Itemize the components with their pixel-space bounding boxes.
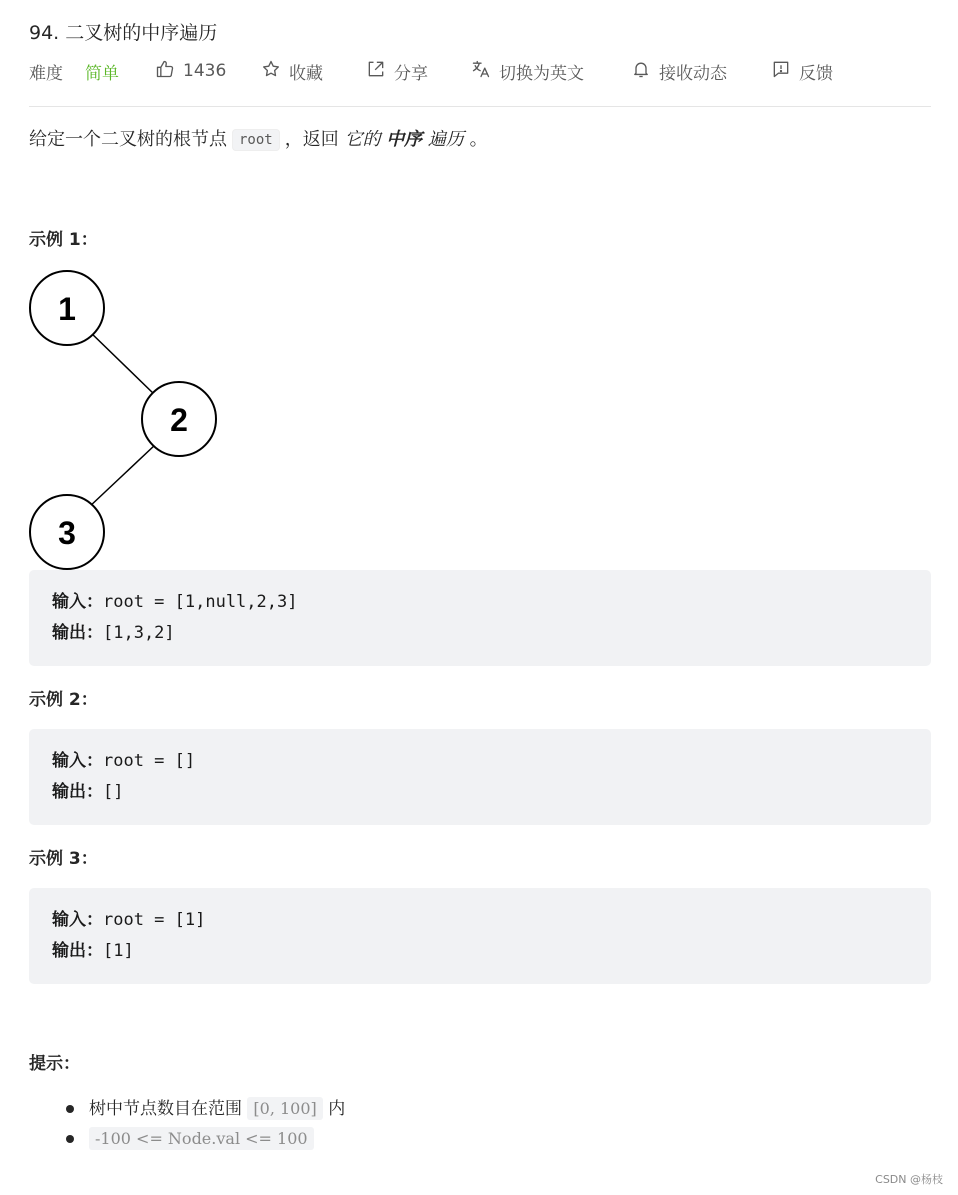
thumbs-up-icon: [155, 59, 175, 84]
star-icon: [261, 59, 281, 84]
favorite-label: 收藏: [289, 63, 323, 84]
share-icon: [366, 59, 386, 84]
example-output: [1]: [103, 941, 134, 961]
problem-toolbar: [29, 58, 933, 84]
example-1-codeblock: [29, 570, 931, 666]
like-button[interactable]: [155, 58, 226, 84]
share-button[interactable]: [366, 58, 428, 84]
likes-count: 1436: [183, 61, 227, 81]
tree-edge: [88, 330, 156, 396]
input-label: 输入：: [52, 751, 103, 771]
example-input: root = [1]: [103, 910, 206, 930]
description-italic: 它的: [344, 129, 381, 150]
example-1-heading: 示例 1：: [29, 230, 98, 250]
tree-node: [30, 495, 104, 569]
tree-node: [30, 271, 104, 345]
header-divider: [29, 106, 931, 107]
hints-list: [62, 1096, 345, 1156]
list-item: [62, 1126, 345, 1156]
output-label: 输出：: [52, 941, 103, 961]
tree-node-label: 3: [58, 515, 76, 551]
difficulty-label: 难度: [29, 63, 63, 84]
example-3-heading: 示例 3：: [29, 849, 98, 869]
tree-node-label: 2: [170, 402, 188, 438]
feedback-button[interactable]: [771, 58, 833, 84]
description-text: 给定一个二叉树的根节点: [29, 129, 227, 150]
example-2-codeblock: [29, 729, 931, 825]
example-input: root = []: [103, 751, 196, 771]
hint-code: [0, 100]: [247, 1097, 322, 1120]
example-output: []: [103, 782, 124, 802]
description-bold: 中序: [386, 129, 423, 150]
problem-description: [29, 127, 488, 154]
watermark: CSDN @杨枝: [875, 1173, 943, 1186]
input-label: 输入：: [52, 910, 103, 930]
bullet: [66, 1105, 74, 1113]
list-item: [62, 1096, 345, 1126]
description-italic: 遍历: [427, 129, 464, 150]
hint-text: 树中节点数目在范围: [89, 1099, 242, 1119]
output-label: 输出：: [52, 623, 103, 643]
hint-text: 内: [328, 1099, 346, 1119]
translate-icon: [471, 59, 491, 84]
feedback-label: 反馈: [799, 63, 833, 84]
translate-label: 切换为英文: [499, 63, 584, 84]
tree-node-label: 1: [58, 291, 76, 327]
example-1-tree-diagram: [26, 268, 226, 574]
example-output: [1,3,2]: [103, 623, 175, 643]
example-3-codeblock: [29, 888, 931, 984]
hints-heading: 提示：: [29, 1054, 80, 1074]
description-text: ，返回: [284, 129, 339, 150]
difficulty: [29, 58, 119, 84]
inline-code-root: root: [232, 129, 280, 151]
bullet: [66, 1135, 74, 1143]
subscribe-button[interactable]: [631, 58, 727, 84]
hint-code: -100 <= Node.val <= 100: [89, 1127, 314, 1150]
tree-node: [142, 382, 216, 456]
difficulty-value: 简单: [85, 63, 119, 84]
description-text: 。: [469, 129, 488, 150]
example-input: root = [1,null,2,3]: [103, 592, 298, 612]
input-label: 输入：: [52, 592, 103, 612]
translate-button[interactable]: [471, 58, 584, 84]
subscribe-label: 接收动态: [659, 63, 727, 84]
bell-icon: [631, 59, 651, 84]
problem-title: 94. 二叉树的中序遍历: [29, 22, 218, 44]
tree-edge: [88, 444, 156, 508]
feedback-icon: [771, 59, 791, 84]
favorite-button[interactable]: [261, 58, 323, 84]
output-label: 输出：: [52, 782, 103, 802]
example-2-heading: 示例 2：: [29, 690, 98, 710]
share-label: 分享: [394, 63, 428, 84]
